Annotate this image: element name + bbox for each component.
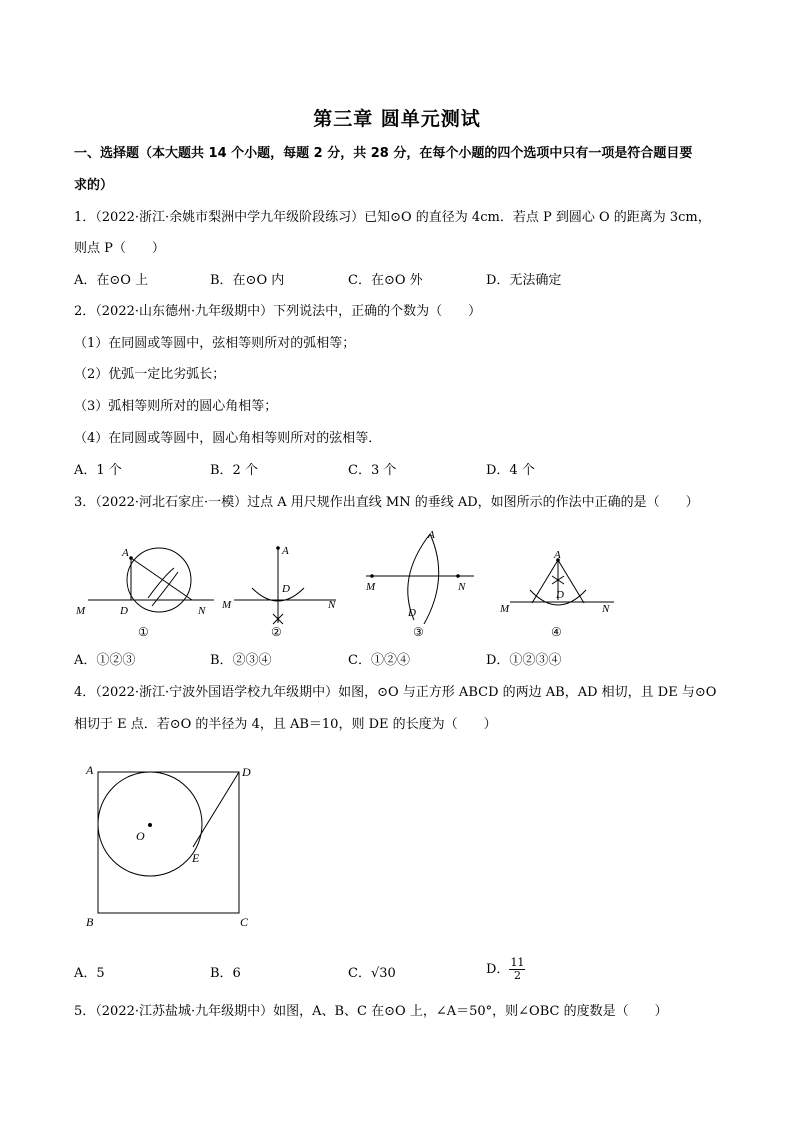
q4-label-a: A — [86, 763, 94, 777]
q4-figure — [80, 760, 260, 935]
q4-label-e: E — [192, 851, 200, 865]
q3-option-d: D．①②③④ — [486, 653, 562, 668]
page-title: 第三章 圆单元测试 — [313, 108, 481, 130]
q3-option-b: B．②③④ — [210, 653, 272, 668]
q2-option-d: D．4 个 — [486, 463, 535, 478]
q3-stem: 3．（2022·河北石家庄·一模）过点 A 用尺规作出直线 MN 的垂线 AD，如图所示的作法中正确的是（ ） — [74, 495, 699, 510]
section-heading-line2: 求的） — [74, 178, 114, 193]
q3-fig3-label-d: D — [408, 607, 416, 619]
q3-fig1-label-d: D — [120, 605, 128, 617]
q1-option-b: B．在⊙O 内 — [210, 273, 285, 288]
q3-fig4-label-d: D — [556, 589, 564, 601]
q2-item-4: （4）在同圆或等圆中，圆心角相等则所对的弦相等． — [74, 431, 382, 446]
q1-stem-line1: 1．（2022·浙江·余姚市梨洲中学九年级阶段练习）已知⊙O 的直径为 4cm．若点 P 到圆心 O 的距离为 3cm， — [74, 210, 711, 225]
section-heading-line1: 一、选择题（本大题共 14 个小题，每题 2 分，共 28 分，在每个小题的四个选项中只有一项是符合题目要 — [74, 146, 693, 161]
q2-option-b: B．2 个 — [210, 463, 258, 478]
fraction-denominator: 2 — [513, 969, 521, 982]
q3-fig3-label-m: M — [366, 581, 376, 593]
q4-option-c: C．√30 — [348, 966, 396, 981]
q2-option-c: C．3 个 — [348, 463, 397, 478]
q3-fig4-label-m: M — [500, 603, 510, 615]
q4-option-d-fraction — [509, 957, 525, 982]
q4-label-c: C — [240, 915, 249, 929]
q3-option-a: A．①②③ — [74, 653, 136, 668]
q2-item-3: （3）弧相等则所对的圆心角相等； — [74, 399, 278, 414]
q3-fig1-label-n: N — [198, 605, 206, 617]
q2-item-2: （2）优弧一定比劣弧长； — [74, 367, 226, 382]
q3-fig2-label-m: M — [222, 599, 232, 611]
q4-option-b: B．6 — [210, 966, 241, 981]
q4-option-a: A．5 — [74, 966, 105, 981]
q3-fig4-label-n: N — [602, 603, 610, 615]
q3-caption-1: ① — [138, 625, 149, 639]
q1-option-d: D．无法确定 — [486, 273, 562, 288]
q4-label-d: D — [242, 765, 251, 779]
q4-option-d-label: D． — [486, 962, 510, 977]
q4-label-o: O — [136, 829, 145, 843]
q3-caption-2: ② — [271, 625, 282, 639]
center-point — [148, 823, 152, 827]
q3-fig2-label-a: A — [282, 545, 289, 557]
q3-caption-3: ③ — [413, 625, 424, 639]
q3-figures — [74, 528, 634, 643]
q3-fig1-label-a: A — [122, 547, 129, 559]
q2-stem: 2．（2022·山东德州·九年级期中）下列说法中，正确的个数为（ ） — [74, 304, 482, 319]
q2-item-1: （1）在同圆或等圆中，弦相等则所对的弧相等； — [74, 336, 356, 351]
square-abcd — [98, 772, 239, 913]
q1-option-c: C．在⊙O 外 — [348, 273, 423, 288]
q3-fig2-label-d: D — [282, 583, 290, 595]
fraction-numerator: 11 — [510, 956, 525, 969]
q3-fig1-label-m: M — [76, 605, 86, 617]
q3-fig2-label-n: N — [328, 599, 336, 611]
q3-fig4-label-a: A — [554, 549, 561, 561]
q3-option-c: C．①②④ — [348, 653, 410, 668]
q3-fig3-label-n: N — [458, 581, 466, 593]
q5-stem: 5．（2022·江苏盐城·九年级期中）如图，A、B、C 在⊙O 上，∠A＝50°，则∠OBC 的度数是（ ） — [74, 1004, 668, 1019]
q1-option-a: A．在⊙O 上 — [74, 273, 149, 288]
q4-stem-line2: 相切于 E 点．若⊙O 的半径为 4，且 AB＝10，则 DE 的长度为（ ） — [74, 717, 497, 732]
q1-stem-line2: 则点 P（ ） — [74, 241, 165, 256]
q4-option-d — [486, 957, 525, 982]
q3-figure-3 — [366, 534, 474, 624]
q3-figure-1 — [88, 548, 214, 612]
q3-caption-4: ④ — [551, 625, 562, 639]
q4-stem-line1: 4．（2022·浙江·宁波外国语学校九年级期中）如图，⊙O 与正方形 ABCD 的两边 AB，AD 相切，且 DE 与⊙O — [74, 685, 717, 700]
q3-fig3-label-a: A — [428, 529, 435, 541]
q4-label-b: B — [86, 915, 94, 929]
q2-option-a: A．1 个 — [74, 463, 122, 478]
